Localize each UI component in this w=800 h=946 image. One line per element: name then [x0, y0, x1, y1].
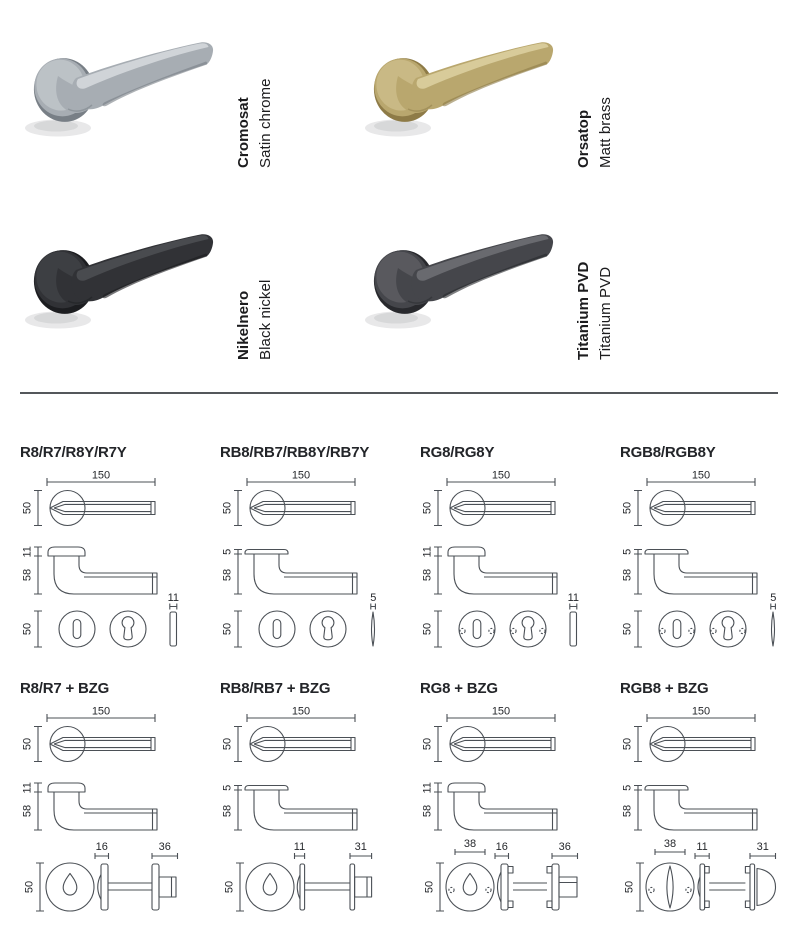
product-name: Orsatop: [575, 109, 592, 168]
dim-length: 150: [91, 706, 111, 718]
dim-rose-thickness: 11: [421, 782, 434, 794]
dim-rose-thickness: 5: [621, 548, 634, 555]
technical-drawing: [400, 470, 600, 660]
product-card: [12, 210, 277, 376]
drawing-title: R8/R7/R8Y/R7Y: [20, 444, 127, 461]
technical-drawing: [0, 706, 200, 946]
wc-turn-side-view: [695, 853, 776, 910]
dim-wc-turn: 38: [663, 838, 677, 850]
wc-turn-side-view: [295, 853, 372, 910]
dim-wc: 50: [223, 880, 236, 894]
escutcheons-view: [634, 611, 746, 647]
dim-escutcheon: 50: [221, 622, 234, 636]
drawing-title: RB8/RB7 + BZG: [220, 680, 331, 697]
dim-rose: 50: [221, 501, 234, 515]
dim-height: 58: [421, 804, 434, 818]
product-card: [12, 18, 277, 184]
wc-turn-front-view: [646, 863, 694, 911]
plate-side-view: [170, 604, 177, 647]
door-handle-image: [25, 234, 213, 328]
product-name: Cromosat: [235, 97, 252, 168]
dim-wc-right: 31: [354, 841, 367, 853]
product-label: [233, 18, 277, 184]
product-photo: [352, 18, 567, 173]
drawing-title: RGB8 + BZG: [620, 680, 709, 697]
handle-plan-view: [434, 478, 555, 526]
dim-wc-turn: 38: [463, 838, 477, 850]
dim-length: 150: [491, 470, 511, 482]
drawing-title: RG8/RG8Y: [420, 444, 495, 461]
wc-turn-front-view: [446, 863, 494, 911]
dim-rose: 50: [221, 737, 234, 751]
product-name: Titanium PVD: [575, 261, 592, 360]
dim-height: 58: [421, 568, 434, 582]
dim-height: 58: [621, 804, 634, 818]
handle-side-view: [634, 786, 757, 831]
handle-plan-view: [234, 478, 355, 526]
door-handle-image: [365, 42, 553, 136]
dim-height: 58: [621, 568, 634, 582]
product-finish: Titanium PVD: [596, 266, 614, 360]
dim-rose-thickness: 5: [221, 548, 234, 555]
drawing-cell-rgb8-bzg: [600, 660, 800, 946]
escutcheons-view: [434, 611, 546, 647]
dim-length: 150: [91, 470, 111, 482]
product-card: [352, 18, 617, 184]
wc-turn-side-view: [495, 853, 578, 910]
dim-rose: 50: [21, 501, 34, 515]
wc-turn-front-view: [46, 863, 94, 911]
product-label: [233, 210, 277, 376]
dim-plate-thickness: 11: [167, 592, 180, 604]
technical-drawing: [200, 706, 400, 946]
dim-wc: 50: [423, 880, 436, 894]
product-finish: Satin chrome: [256, 78, 274, 168]
technical-drawing: [600, 706, 800, 946]
drawing-cell-rb8: [200, 420, 400, 660]
wc-dim-line: [436, 863, 444, 911]
handle-plan-view: [634, 478, 755, 526]
handle-side-view: [34, 783, 157, 830]
dim-plate-thickness: 5: [370, 592, 377, 604]
dim-length: 150: [691, 706, 711, 718]
dim-length: 150: [491, 706, 511, 718]
dim-escutcheon: 50: [421, 622, 434, 636]
dim-rose-thickness: 11: [21, 782, 34, 794]
dim-wc-right: 31: [756, 841, 769, 853]
dim-length: 150: [291, 706, 311, 718]
product-photo: [12, 210, 227, 365]
dim-rose: 50: [621, 737, 634, 751]
handle-side-view: [234, 786, 357, 831]
escutcheons-view: [34, 611, 146, 647]
handle-plan-view: [234, 714, 355, 762]
handle-plan-view: [434, 714, 555, 762]
product-label: [573, 18, 617, 184]
dim-wc-right: 36: [158, 841, 171, 853]
dim-rose: 50: [421, 737, 434, 751]
door-handle-image: [365, 234, 553, 328]
handle-side-view: [634, 550, 757, 595]
plate-side-view: [371, 604, 376, 647]
dim-length: 150: [691, 470, 711, 482]
dim-plate-thickness: 11: [567, 592, 580, 604]
dim-length: 150: [291, 470, 311, 482]
wc-turn-front-view: [246, 863, 294, 911]
dim-height: 58: [221, 804, 234, 818]
handle-side-view: [434, 547, 557, 594]
technical-drawing: [600, 470, 800, 660]
wc-dim-line: [236, 863, 244, 911]
product-finish: Black nickel: [256, 279, 274, 360]
drawing-title: RGB8/RGB8Y: [620, 444, 716, 461]
dim-escutcheon: 50: [21, 622, 34, 636]
wc-dim-line: [36, 863, 44, 911]
wc-screw-holes: [649, 887, 691, 892]
dim-wc-left: 16: [95, 841, 108, 853]
wc-dim-line: [636, 863, 644, 911]
technical-drawing: [200, 470, 400, 660]
handle-plan-view: [634, 714, 755, 762]
drawing-title: RB8/RB7/RB8Y/RB7Y: [220, 444, 370, 461]
dim-wc-left: 11: [696, 841, 708, 853]
dim-rose-thickness: 5: [621, 784, 634, 791]
handle-plan-view: [34, 714, 155, 762]
handle-side-view: [34, 547, 157, 594]
dim-rose-thickness: 11: [21, 546, 34, 558]
dim-wc: 50: [623, 880, 636, 894]
product-photo: [352, 210, 567, 365]
dim-height: 58: [221, 568, 234, 582]
wc-turn-side-view: [95, 853, 178, 910]
drawing-cell-rb8-bzg: [200, 660, 400, 946]
dim-wc-right: 36: [558, 841, 571, 853]
drawing-cell-r8-bzg: [0, 660, 200, 946]
dim-rose: 50: [621, 501, 634, 515]
handle-side-view: [434, 783, 557, 830]
wc-screw-holes: [449, 887, 491, 892]
dim-escutcheon: 50: [621, 622, 634, 636]
product-photo: [12, 18, 227, 173]
dim-height: 58: [21, 804, 34, 818]
dim-plate-thickness: 5: [770, 592, 777, 604]
dim-rose-thickness: 11: [421, 546, 434, 558]
product-card: [352, 210, 617, 376]
plate-side-view: [771, 604, 776, 647]
plate-side-view: [570, 604, 577, 647]
escutcheons-view: [234, 611, 346, 647]
drawing-title: RG8 + BZG: [420, 680, 498, 697]
drawing-cell-r8: [0, 420, 200, 660]
handle-plan-view: [34, 478, 155, 526]
product-finish: Matt brass: [596, 96, 614, 168]
technical-drawing: [400, 706, 600, 946]
dim-rose: 50: [421, 501, 434, 515]
handle-side-view: [234, 550, 357, 595]
dim-wc-left: 11: [293, 841, 306, 853]
door-handle-image: [25, 42, 213, 136]
dim-height: 58: [21, 568, 34, 582]
drawing-cell-rg8-bzg: [400, 660, 600, 946]
drawing-title: R8/R7 + BZG: [20, 680, 110, 697]
dim-wc-left: 16: [495, 841, 508, 853]
product-label: [573, 210, 617, 376]
drawing-cell-rgb8: [600, 420, 800, 660]
product-name: Nikelnero: [235, 290, 252, 360]
technical-drawing: [0, 470, 200, 660]
drawing-cell-rg8: [400, 420, 600, 660]
dim-wc: 50: [23, 880, 36, 894]
dim-rose-thickness: 5: [221, 784, 234, 791]
dim-rose: 50: [21, 737, 34, 751]
section-divider: [20, 392, 778, 394]
